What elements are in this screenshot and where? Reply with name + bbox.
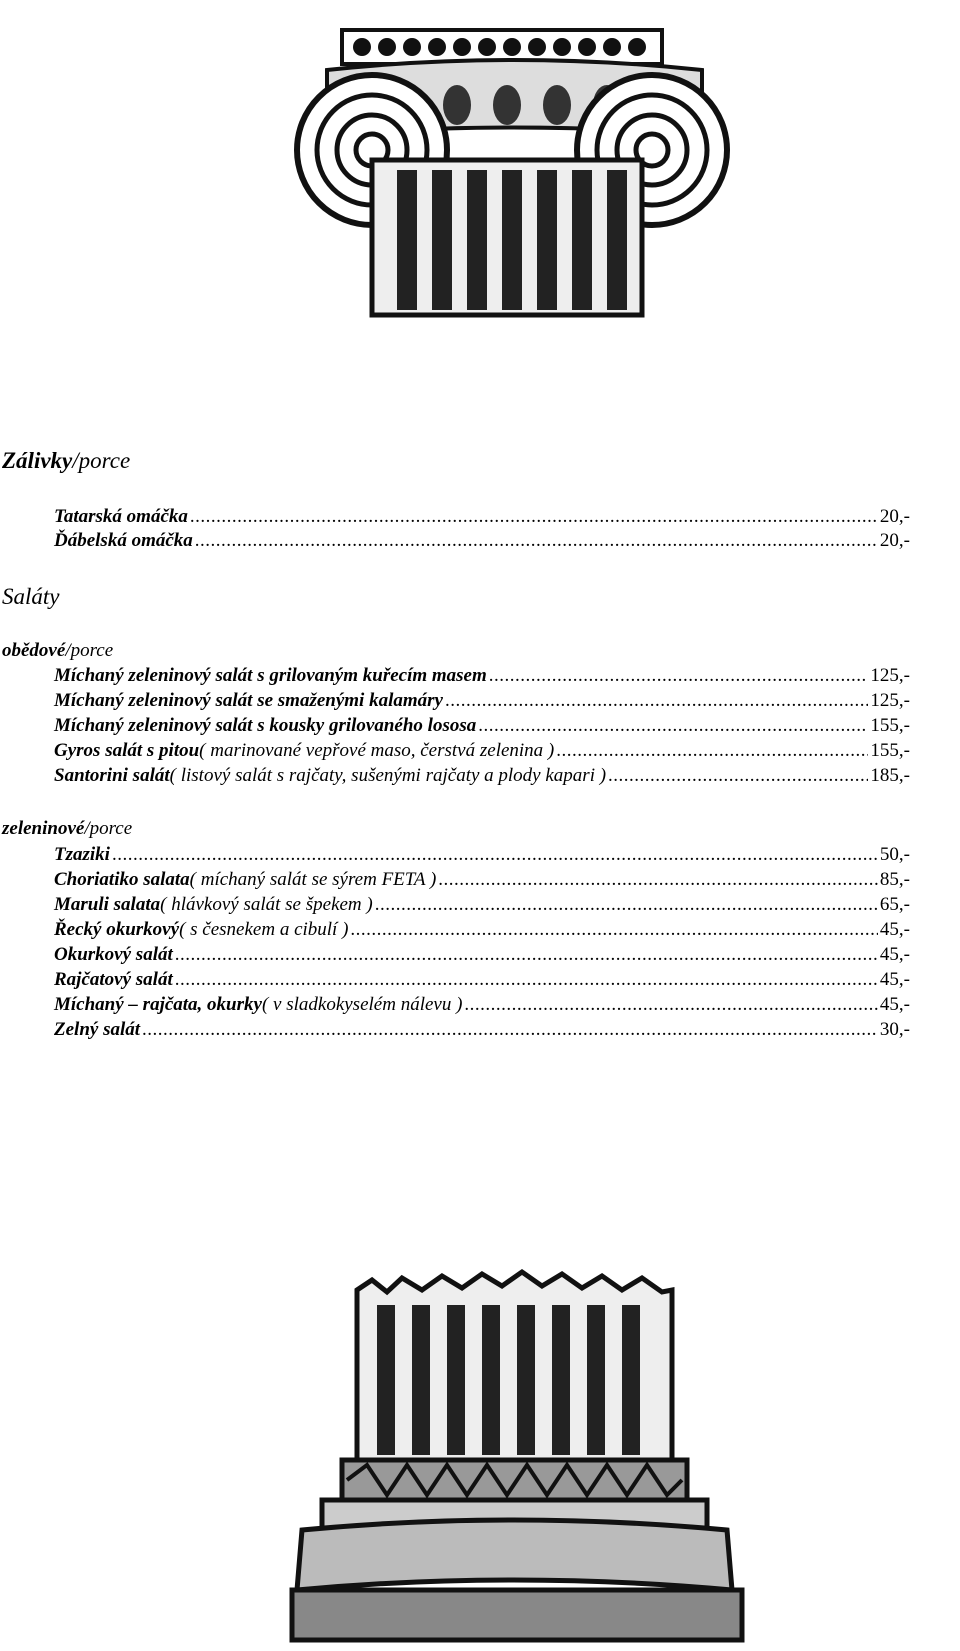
menu-item	[54, 944, 910, 966]
menu-item	[54, 869, 910, 891]
column-base-illustration	[262, 1210, 782, 1651]
item-price: 30,-	[879, 1019, 910, 1040]
vegetable-label: zeleninové	[2, 818, 85, 839]
item-description: ( v sladkokyselém nálevu )	[261, 994, 463, 1015]
item-price: 85,-	[879, 869, 910, 890]
item-name: Maruli salata	[54, 894, 161, 915]
dressings-heading	[2, 448, 130, 474]
item-price: 45,-	[879, 944, 910, 965]
dressings-unit: /porce	[72, 448, 131, 473]
menu-item	[54, 894, 910, 916]
item-name: Okurkový salát	[54, 944, 173, 965]
menu-item	[54, 844, 910, 866]
item-price: 20,-	[879, 530, 910, 551]
item-name: Míchaný – rajčata, okurky	[54, 994, 262, 1015]
item-name: Gyros salát s pitou	[54, 740, 200, 761]
item-price: 50,-	[879, 844, 910, 865]
item-description: ( s česnekem a cibulí )	[179, 919, 349, 940]
salads-title: Saláty	[2, 584, 60, 609]
item-name: Tzaziki	[54, 844, 110, 865]
item-name: Rajčatový salát	[54, 969, 173, 990]
item-name: Řecký okurkový	[54, 919, 180, 940]
item-description: ( marinované vepřové maso, čerstvá zelenina )	[199, 740, 555, 761]
menu-item	[54, 665, 910, 687]
menu-item	[54, 740, 910, 762]
item-price: 125,-	[870, 665, 910, 686]
item-price: 125,-	[870, 690, 910, 711]
item-name: Míchaný zeleninový salát s grilovaným kuřecím masem	[54, 665, 487, 686]
leader-dots	[195, 530, 878, 552]
item-description: ( listový salát s rajčaty, sušenými rajčaty a plody kapari )	[169, 765, 607, 786]
leader-dots	[175, 969, 878, 991]
item-price: 45,-	[879, 969, 910, 990]
item-price: 155,-	[870, 740, 910, 761]
leader-dots	[142, 1019, 878, 1041]
menu-item	[54, 919, 910, 941]
lunch-label: obědové	[2, 640, 66, 661]
menu-item	[54, 690, 910, 712]
leader-dots	[438, 869, 878, 891]
menu-item	[54, 1019, 910, 1041]
lunch-subheading	[2, 640, 113, 662]
menu-item	[54, 969, 910, 991]
leader-dots	[489, 665, 869, 687]
item-description: ( míchaný salát se sýrem FETA )	[189, 869, 437, 890]
vegetable-unit: /porce	[84, 818, 133, 839]
item-price: 20,-	[879, 506, 910, 527]
ionic-capital-illustration	[232, 0, 792, 400]
item-name: Santorini salát	[54, 765, 170, 786]
menu-item	[54, 506, 910, 528]
leader-dots	[556, 740, 868, 762]
item-name: Tatarská omáčka	[54, 506, 188, 527]
item-price: 185,-	[870, 765, 910, 786]
item-price: 45,-	[879, 919, 910, 940]
dressings-title: Zálivky	[2, 448, 73, 473]
item-name: Zelný salát	[54, 1019, 141, 1040]
item-price: 65,-	[879, 894, 910, 915]
item-name: Míchaný zeleninový salát s kousky grilovaného lososa	[54, 715, 477, 736]
vegetable-subheading	[2, 818, 132, 840]
leader-dots	[190, 506, 878, 528]
item-price: 45,-	[879, 994, 910, 1015]
item-name: Míchaný zeleninový salát se smaženými kalamáry	[54, 690, 443, 711]
leader-dots	[464, 994, 878, 1016]
menu-item	[54, 715, 910, 737]
item-name: Choriatiko salata	[54, 869, 190, 890]
menu-item	[54, 530, 910, 552]
menu-item	[54, 994, 910, 1016]
leader-dots	[445, 690, 868, 712]
leader-dots	[608, 765, 868, 787]
item-description: ( hlávkový salát se špekem )	[160, 894, 373, 915]
lunch-unit: /porce	[65, 640, 114, 661]
menu-item	[54, 765, 910, 787]
leader-dots	[175, 944, 878, 966]
leader-dots	[350, 919, 878, 941]
leader-dots	[112, 844, 878, 866]
leader-dots	[375, 894, 878, 916]
item-price: 155,-	[870, 715, 910, 736]
item-name: Ďábelská omáčka	[54, 530, 193, 551]
leader-dots	[478, 715, 868, 737]
